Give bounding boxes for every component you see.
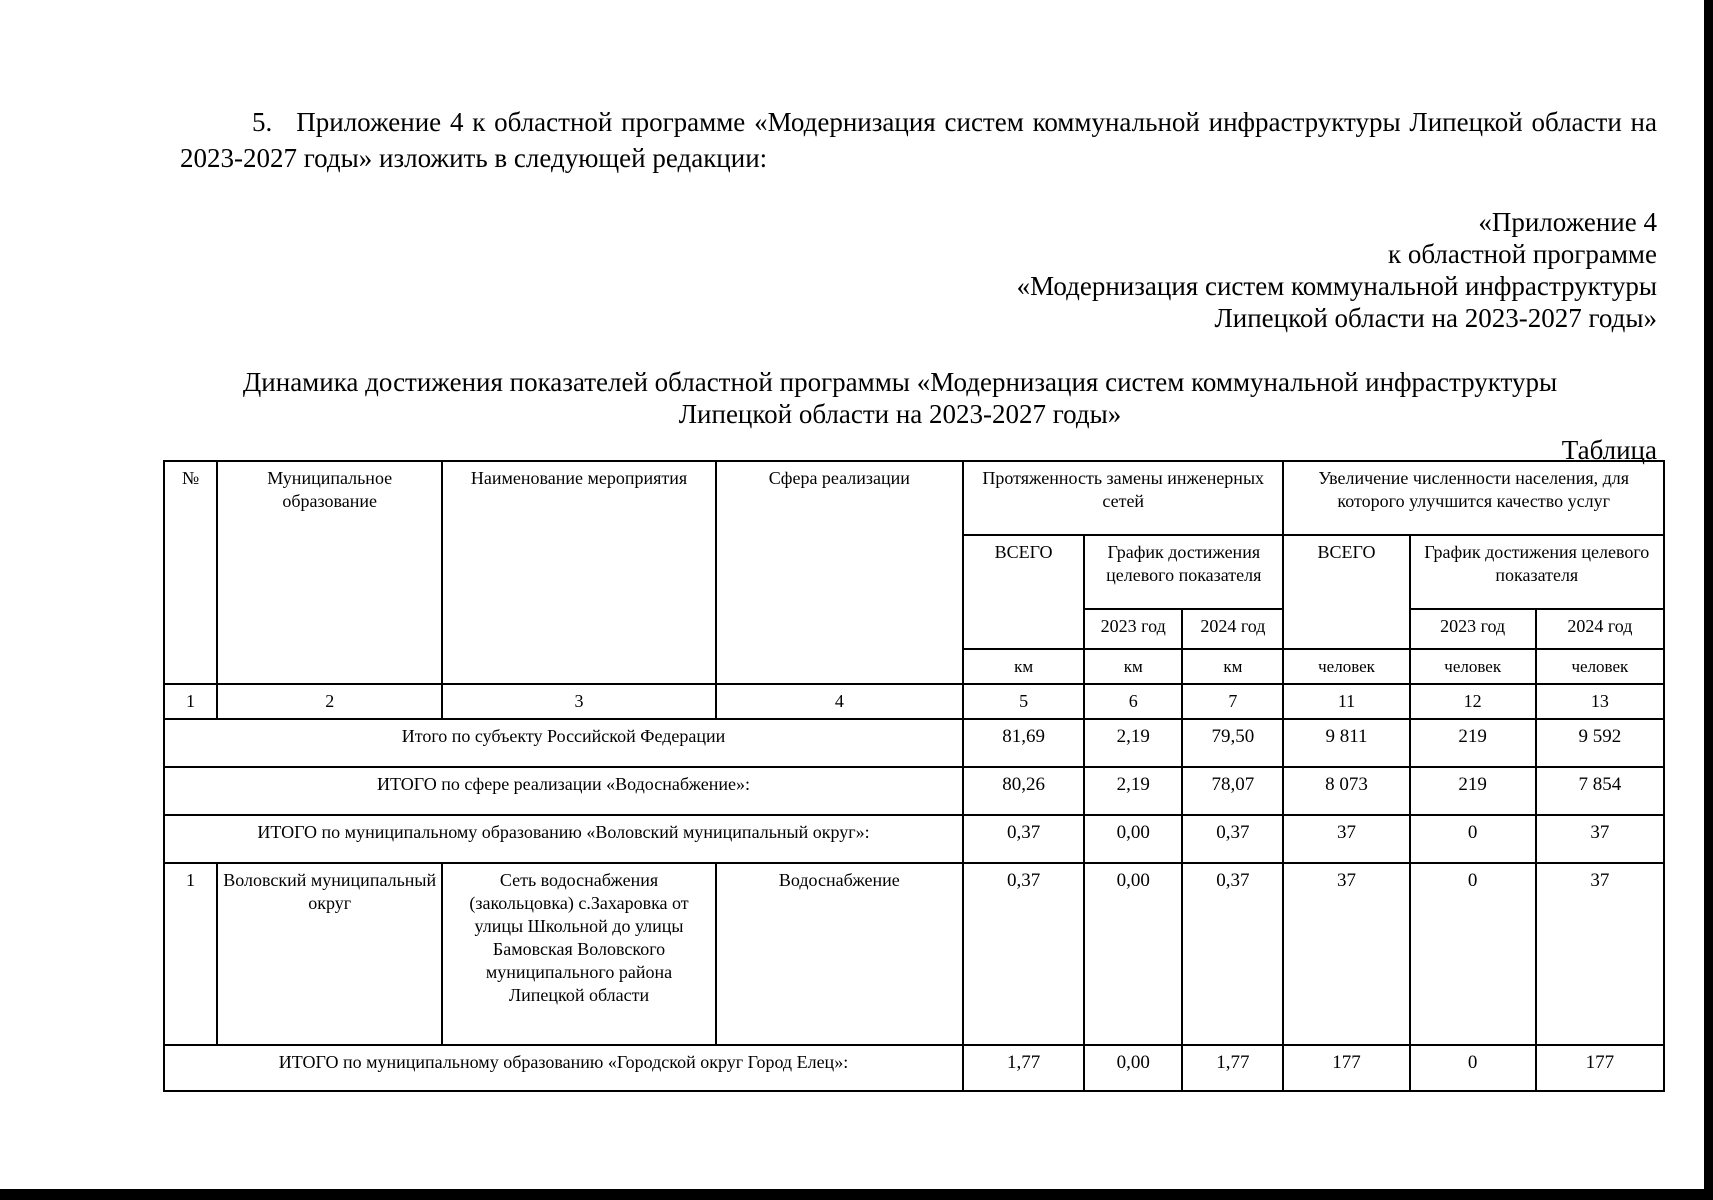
- table-cell: 37: [1283, 863, 1409, 1045]
- table-cell: 0,37: [963, 815, 1084, 863]
- column-number: 7: [1182, 684, 1283, 719]
- table-cell: 219: [1410, 719, 1536, 767]
- header-population-total: ВСЕГО: [1283, 535, 1409, 649]
- item-number: 1: [164, 863, 217, 1045]
- intro-number: 5.: [252, 107, 273, 137]
- table-cell: 37: [1283, 815, 1409, 863]
- appendix-line-2: к областной программе: [1388, 239, 1657, 269]
- table-cell: 9 811: [1283, 719, 1409, 767]
- table-cell: 9 592: [1536, 719, 1664, 767]
- item-municipality: Воловский муниципальный округ: [217, 863, 442, 1045]
- table-caption: Таблица: [1561, 435, 1657, 465]
- header-population-group: Увеличение численности населения, для которого улучшится качество услуг: [1283, 461, 1664, 535]
- scan-right-border: [1704, 0, 1713, 1200]
- table-cell: 37: [1536, 815, 1664, 863]
- column-number: 5: [963, 684, 1084, 719]
- table-cell: 80,26: [963, 767, 1084, 815]
- column-number: 2: [217, 684, 442, 719]
- header-municipality: Муниципальное образование: [217, 461, 442, 684]
- table-cell: 0,37: [963, 863, 1084, 1045]
- column-number: 4: [716, 684, 963, 719]
- table-cell: 2,19: [1084, 767, 1182, 815]
- header-network-schedule: График достижения целевого показателя: [1084, 535, 1283, 609]
- table-cell: 0,37: [1182, 863, 1283, 1045]
- title-line-2: Липецкой области на 2023-2027 годы»: [678, 399, 1122, 429]
- table-cell: 7 854: [1536, 767, 1664, 815]
- document-title: [150, 366, 1650, 430]
- column-number: 11: [1283, 684, 1409, 719]
- appendix-line-4: Липецкой области на 2023-2027 годы»: [1214, 303, 1657, 333]
- column-number: 6: [1084, 684, 1182, 719]
- header-network-group: Протяженность замены инженерных сетей: [963, 461, 1283, 535]
- column-number: 13: [1536, 684, 1664, 719]
- sphere-total-label: ИТОГО по сфере реализации «Водоснабжение»:: [164, 767, 963, 815]
- header-population-2023: 2023 год: [1410, 609, 1536, 649]
- unit-km: км: [963, 649, 1084, 684]
- item-sphere: Водоснабжение: [716, 863, 963, 1045]
- header-network-2024: 2024 год: [1182, 609, 1283, 649]
- title-line-1: Динамика достижения показателей областной программы «Модернизация систем коммунальной инфраструктуры: [242, 367, 1558, 397]
- unit-people: человек: [1536, 649, 1664, 684]
- column-number: 3: [442, 684, 715, 719]
- indicators-table: [163, 460, 1665, 1092]
- intro-paragraph: [180, 104, 1657, 176]
- column-number: 1: [164, 684, 217, 719]
- table-cell: 78,07: [1182, 767, 1283, 815]
- table-cell: 0,00: [1084, 1045, 1182, 1091]
- table-row: [164, 719, 1664, 767]
- table-row: [164, 767, 1664, 815]
- table-cell: 0: [1410, 815, 1536, 863]
- table-row: [164, 815, 1664, 863]
- table-cell: 37: [1536, 863, 1664, 1045]
- table-cell: 0: [1410, 863, 1536, 1045]
- header-row-1: [164, 461, 1664, 535]
- table-cell: 8 073: [1283, 767, 1409, 815]
- table-row: [164, 863, 1664, 1045]
- table-cell: 1,77: [1182, 1045, 1283, 1091]
- header-population-2024: 2024 год: [1536, 609, 1664, 649]
- unit-people: человек: [1283, 649, 1409, 684]
- federation-total-label: Итого по субъекту Российской Федерации: [164, 719, 963, 767]
- header-population-schedule: График достижения целевого показателя: [1410, 535, 1664, 609]
- column-numbers-row: [164, 684, 1664, 719]
- table-cell: 0: [1410, 1045, 1536, 1091]
- elets-total-label: ИТОГО по муниципальному образованию «Городской округ Город Елец»:: [164, 1045, 963, 1091]
- appendix-line-3: «Модернизация систем коммунальной инфраструктуры: [1016, 271, 1657, 301]
- table-cell: 2,19: [1084, 719, 1182, 767]
- table-cell: 177: [1283, 1045, 1409, 1091]
- header-sphere: Сфера реализации: [716, 461, 963, 684]
- table-row: [164, 1045, 1664, 1091]
- appendix-header: [1017, 206, 1657, 334]
- unit-km: км: [1182, 649, 1283, 684]
- header-network-2023: 2023 год: [1084, 609, 1182, 649]
- volovo-total-label: ИТОГО по муниципальному образованию «Воловский муниципальный округ»:: [164, 815, 963, 863]
- table-cell: 0,00: [1084, 863, 1182, 1045]
- unit-people: человек: [1410, 649, 1536, 684]
- header-network-total: ВСЕГО: [963, 535, 1084, 649]
- table-cell: 81,69: [963, 719, 1084, 767]
- header-action: Наименование мероприятия: [442, 461, 715, 684]
- table-cell: 0,00: [1084, 815, 1182, 863]
- table-cell: 177: [1536, 1045, 1664, 1091]
- table-cell: 1,77: [963, 1045, 1084, 1091]
- table-cell: 219: [1410, 767, 1536, 815]
- table-cell: 0,37: [1182, 815, 1283, 863]
- item-action: Сеть водоснабжения (закольцовка) с.Захаровка от улицы Школьной до улицы Бамовская Воловского муниципального района Липецкой области: [442, 863, 715, 1045]
- unit-km: км: [1084, 649, 1182, 684]
- table-cell: 79,50: [1182, 719, 1283, 767]
- header-num: №: [164, 461, 217, 684]
- column-number: 12: [1410, 684, 1536, 719]
- intro-text: Приложение 4 к областной программе «Модернизация систем коммунальной инфраструктуры Липецкой области на 2023-2027 годы» изложить в следующей редакции:: [180, 107, 1657, 173]
- scan-bottom-border: [0, 1189, 1713, 1200]
- appendix-line-1: «Приложение 4: [1478, 207, 1657, 237]
